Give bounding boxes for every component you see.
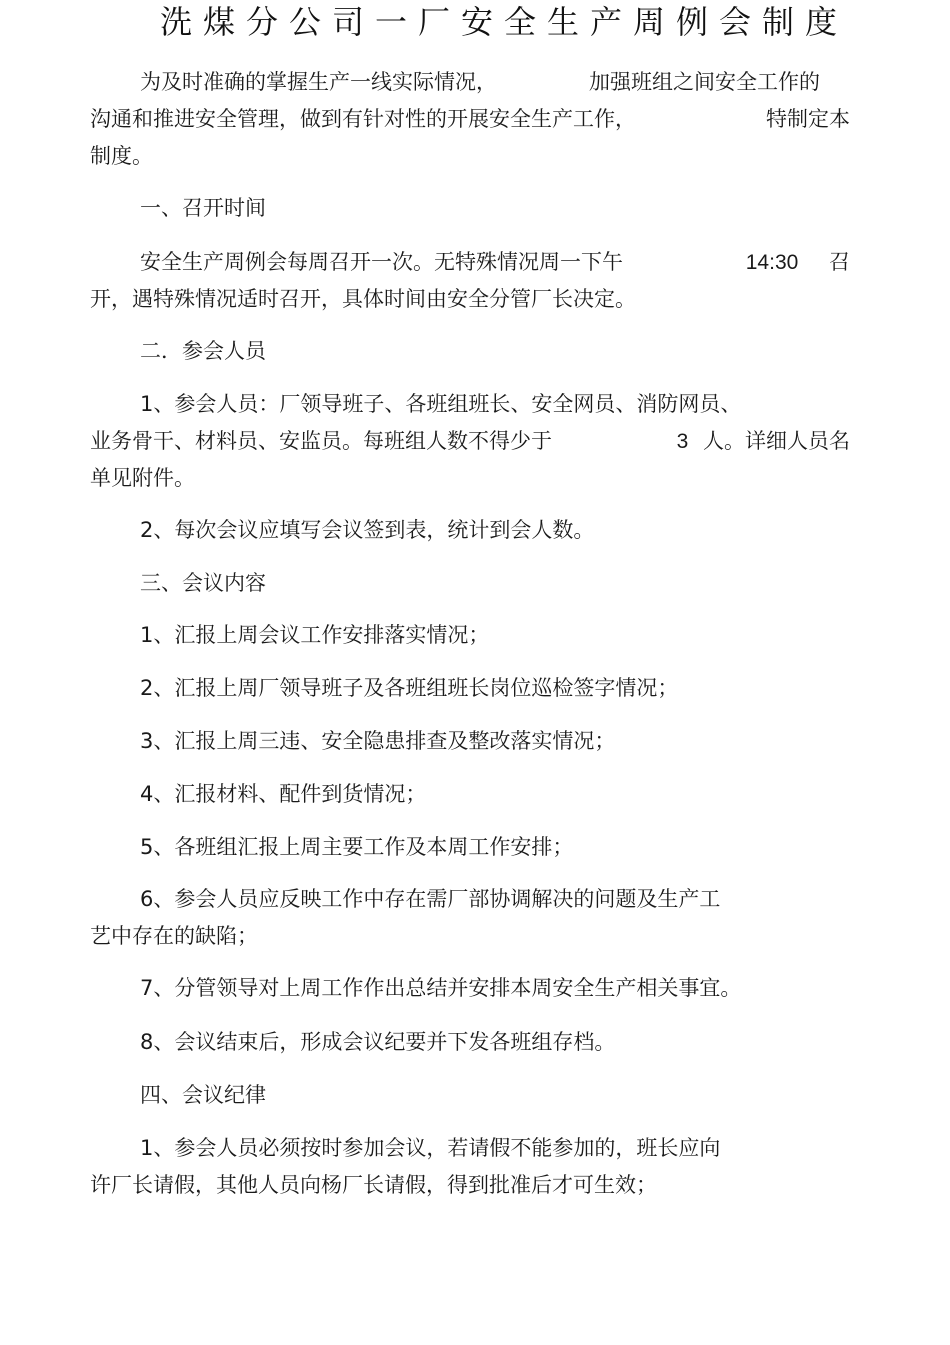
- paragraph-line: [90, 386, 850, 423]
- list-item: 1、汇报上周会议工作安排落实情况；: [140, 623, 490, 647]
- paragraph-text: 安全生产周例会每周召开一次。无特殊情况周一下午: [140, 250, 623, 274]
- section-2-item-1: [90, 386, 850, 497]
- list-item: 1、参会人员必须按时参加会议，若请假不能参加的，班长应向: [140, 1136, 721, 1160]
- paragraph-line: [90, 423, 850, 460]
- section-3-item-8: [90, 1024, 850, 1061]
- intro-paragraph: [90, 64, 850, 175]
- section-1-heading: [90, 190, 850, 227]
- paragraph-text: 召: [829, 250, 850, 274]
- section-4-heading: [90, 1077, 850, 1114]
- section-heading: 三、会议内容: [140, 571, 266, 595]
- meeting-time: 14:30: [745, 251, 799, 274]
- intro-text: 特制定本: [766, 107, 850, 131]
- section-2-heading: [90, 333, 850, 370]
- section-3-item-3: [90, 723, 850, 760]
- list-item: 4、汇报材料、配件到货情况；: [140, 782, 427, 806]
- section-3-item-4: [90, 776, 850, 813]
- intro-line-2: [90, 101, 850, 138]
- section-3-item-7: [90, 970, 850, 1007]
- paragraph-line: [90, 460, 850, 497]
- section-3-item-5: [90, 829, 850, 866]
- section-2-item-2: [90, 512, 850, 549]
- section-heading: 四、会议纪律: [140, 1083, 266, 1107]
- list-item: 许厂长请假，其他人员向杨厂长请假，得到批准后才可生效；: [90, 1173, 657, 1197]
- intro-text: 沟通和推进安全管理，做到有针对性的开展安全生产工作，: [90, 107, 636, 131]
- section-3-heading: [90, 565, 850, 602]
- paragraph-text: 1、参会人员：厂领导班子、各班组班长、安全网员、消防网员、: [140, 392, 742, 416]
- intro-text: 为及时准确的掌握生产一线实际情况，: [140, 70, 497, 94]
- paragraph-text: 业务骨干、材料员、安监员。每班组人数不得少于: [90, 429, 552, 453]
- time-group: [746, 244, 850, 281]
- section-heading: 二．参会人员: [140, 339, 266, 363]
- section-4-item-1: [90, 1130, 850, 1204]
- section-3-item-6: [90, 881, 850, 955]
- intro-text: 制度。: [90, 144, 153, 168]
- list-item: 2、汇报上周厂领导班子及各班组班长岗位巡检签字情况；: [140, 676, 679, 700]
- section-1-paragraph: [90, 244, 850, 318]
- intro-line-1: [90, 64, 850, 101]
- list-item: 艺中存在的缺陷；: [90, 924, 258, 948]
- intro-line-3: [90, 138, 850, 175]
- paragraph-line: [90, 281, 850, 318]
- section-3-item-2: [90, 670, 850, 707]
- list-item: 5、各班组汇报上周主要工作及本周工作安排；: [140, 835, 574, 859]
- list-item: 8、会议结束后，形成会议纪要并下发各班组存档。: [140, 1030, 616, 1054]
- list-item: 7、分管领导对上周工作作出总结并安排本周安全生产相关事宜。: [140, 976, 742, 1000]
- count-group: [677, 423, 850, 460]
- document-title: 洗煤分公司一厂安全生产周例会制度: [160, 3, 849, 41]
- list-item: 3、汇报上周三违、安全隐患排查及整改落实情况；: [140, 729, 616, 753]
- paragraph-text: 人。详细人员名: [703, 429, 850, 453]
- paragraph-line: [90, 244, 850, 281]
- section-heading: 一、召开时间: [140, 196, 266, 220]
- paragraph-text: 2、每次会议应填写会议签到表，统计到会人数。: [140, 518, 595, 542]
- section-3-item-1: [90, 617, 850, 654]
- paragraph-text: 开，遇特殊情况适时召开，具体时间由安全分管厂长决定。: [90, 287, 636, 311]
- paragraph-text: 单见附件。: [90, 466, 195, 490]
- list-item: 6、参会人员应反映工作中存在需厂部协调解决的问题及生产工: [140, 887, 721, 911]
- min-count: 3: [676, 430, 689, 453]
- intro-text: 加强班组之间安全工作的: [589, 70, 820, 94]
